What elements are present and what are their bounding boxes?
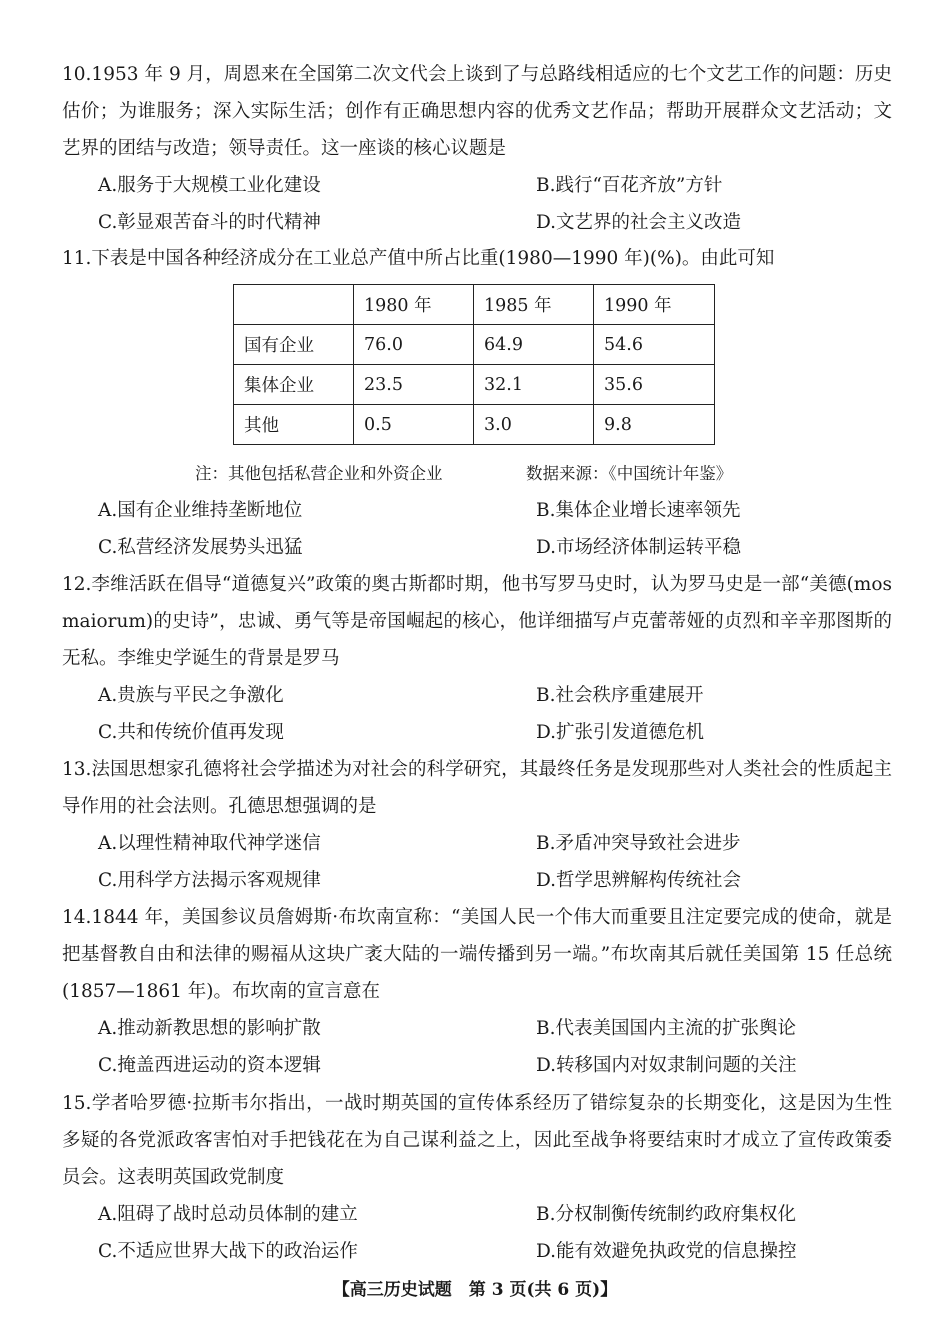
table-header-cell: 1980 年 [354,285,474,325]
table-cell: 54.6 [594,325,715,365]
option-d: D.文艺界的社会主义改造 [536,212,742,233]
option-d: D.市场经济体制运转平稳 [536,537,742,558]
options [62,825,892,899]
option-a: A.以理性精神取代神学迷信 [98,833,321,854]
table-cell: 3.0 [474,405,594,445]
page-footer: 【高三历史试题 第 3 页(共 6 页)】 [332,1280,618,1300]
table-cell [234,285,354,325]
table-cell: 9.8 [594,405,715,445]
option-b: B.社会秩序重建展开 [536,685,704,706]
table-cell: 64.9 [474,325,594,365]
question-11-options [62,492,892,566]
option-d: D.能有效避免执政党的信息操控 [536,1241,797,1262]
table-header-cell: 1990 年 [594,285,715,325]
option-d: D.转移国内对奴隶制问题的关注 [536,1055,797,1076]
option-d: D.扩张引发道德危机 [536,722,705,743]
option-c: C.彰显艰苦奋斗的时代精神 [98,212,321,233]
table-cell: 32.1 [474,365,594,405]
option-c: C.用科学方法揭示客观规律 [98,870,321,891]
option-b: B.矛盾冲突导致社会进步 [536,833,741,854]
question-stem: 11.下表是中国各种经济成分在工业总产值中所占比重(1980—1990 年)(%)。由此可知 [62,248,775,269]
options [62,677,892,751]
table-header-cell: 1985 年 [474,285,594,325]
option-b: B.分权制衡传统制约政府集权化 [536,1204,796,1225]
options [62,167,892,241]
option-a: A.贵族与平民之争激化 [98,685,284,706]
option-b: B.集体企业增长速率领先 [536,500,741,521]
question-14 [62,899,892,1084]
option-b: B.代表美国国内主流的扩张舆论 [536,1018,796,1039]
question-stem: 15.学者哈罗德·拉斯韦尔指出，一战时期英国的宣传体系经历了错综复杂的长期变化，这是因为生性多疑的各党派政客害怕对手把钱花在为自己谋利益之上，因此至战争将要结束时才成立了宣传政策委员会。这表明英国政党制度 [62,1093,892,1188]
option-a: A.国有企业维持垄断地位 [98,500,303,521]
question-13 [62,751,892,899]
option-a: A.推动新教思想的影响扩散 [98,1018,321,1039]
option-c: C.掩盖西进运动的资本逻辑 [98,1055,321,1076]
option-d: D.哲学思辨解构传统社会 [536,870,742,891]
table-cell: 35.6 [594,365,715,405]
option-b: B.践行“百花齐放”方针 [536,175,723,196]
question-stem: 10.1953 年 9 月，周恩来在全国第二次文代会上谈到了与总路线相适应的七个文艺工作的问题：历史估价；为谁服务；深入实际生活；创作有正确思想内容的优秀文艺作品；帮助开展群众文艺活动；文艺界的团结与改造；领导责任。这一座谈的核心议题是 [62,64,892,159]
options [62,492,892,566]
table-cell: 0.5 [354,405,474,445]
question-12 [62,566,892,751]
question-15 [62,1085,892,1270]
table-cell: 其他 [234,405,354,445]
option-a: A.阻碍了战时总动员体制的建立 [98,1204,358,1225]
table-note: 注：其他包括私营企业和外资企业 [195,464,443,483]
option-a: A.服务于大规模工业化建设 [98,175,321,196]
table-cell: 76.0 [354,325,474,365]
table-header-row [234,285,715,325]
table-cell: 国有企业 [234,325,354,365]
option-c: C.不适应世界大战下的政治运作 [98,1241,358,1262]
option-c: C.共和传统价值再发现 [98,722,284,743]
option-c: C.私营经济发展势头迅猛 [98,537,303,558]
table-source: 数据来源：《中国统计年鉴》 [526,464,733,483]
question-stem: 14.1844 年，美国参议员詹姆斯·布坎南宣称：“美国人民一个伟大而重要且注定要完成的使命，就是把基督教自由和法律的赐福从这块广袤大陆的一端传播到另一端。”布坎南其后就任美国第 15 任总统(1857—1861 年)。布坎南的宣言意在 [62,907,892,1002]
question-stem: 13.法国思想家孔德将社会学描述为对社会的科学研究，其最终任务是发现那些对人类社会的性质起主导作用的社会法则。孔德思想强调的是 [62,759,892,817]
data-table [233,284,715,445]
question-10 [62,56,892,241]
question-stem: 12.李维活跃在倡导“道德复兴”政策的奥古斯都时期，他书写罗马史时，认为罗马史是一部“美德(mos maiorum)的史诗”，忠诚、勇气等是帝国崛起的核心，他详细描写卢克蕾蒂娅的贞烈和辛辛那图斯的无私。李维史学诞生的背景是罗马 [62,574,892,669]
question-11 [62,240,892,277]
table-row [234,405,715,445]
table-row [234,325,715,365]
table-cell: 23.5 [354,365,474,405]
options [62,1010,892,1084]
table-row [234,365,715,405]
options [62,1196,892,1270]
table-cell: 集体企业 [234,365,354,405]
